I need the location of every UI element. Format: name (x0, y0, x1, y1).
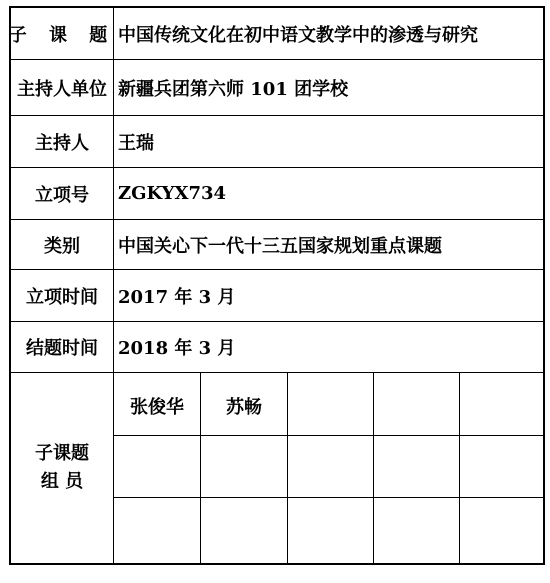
label-end-date: 结题时间 (11, 322, 114, 372)
value-start-date: 2017 年 3 月 (118, 286, 236, 308)
project-info-table (9, 6, 545, 565)
member-cell (201, 498, 288, 563)
label-subtopic: 子 课 题 (11, 8, 114, 59)
member-cell (374, 373, 460, 436)
member-cell (288, 498, 374, 563)
row-subtopic (8, 8, 543, 60)
member-cell (288, 373, 374, 436)
label-category: 类别 (11, 220, 114, 269)
row-start-date (11, 270, 543, 322)
value-host-unit: 新疆兵团第六师 101 团学校 (118, 78, 349, 100)
members-label-line1: 子课题 (35, 443, 89, 464)
row-end-date (11, 322, 543, 373)
member-cell (374, 436, 460, 498)
label-host: 主持人 (11, 116, 114, 167)
members-label-line2: 组 员 (40, 471, 84, 492)
member-cell (114, 498, 201, 563)
label-start-date: 立项时间 (11, 270, 114, 321)
value-category: 中国关心下一代十三五国家规划重点课题 (118, 235, 442, 257)
row-host (11, 116, 543, 168)
label-project-number: 立项号 (11, 168, 114, 219)
row-host-unit (11, 60, 543, 116)
member-cell (460, 498, 545, 563)
value-host: 王瑞 (118, 132, 154, 154)
member-cell (201, 436, 288, 498)
member-cell (460, 373, 545, 436)
members-grid (114, 373, 543, 563)
member-cell (374, 498, 460, 563)
row-project-number (11, 168, 543, 220)
member-cell: 苏畅 (201, 373, 288, 436)
member-cell: 张俊华 (114, 373, 201, 436)
member-cell (288, 436, 374, 498)
members-label (11, 373, 114, 563)
member-cell (460, 436, 545, 498)
value-subtopic: 中国传统文化在初中语文教学中的渗透与研究 (118, 24, 478, 46)
value-end-date: 2018 年 3 月 (118, 338, 236, 359)
member-cell (114, 436, 201, 498)
value-project-number: ZGKYX734 (118, 183, 227, 204)
label-host-unit: 主持人单位 (11, 60, 114, 115)
row-category (11, 220, 543, 270)
